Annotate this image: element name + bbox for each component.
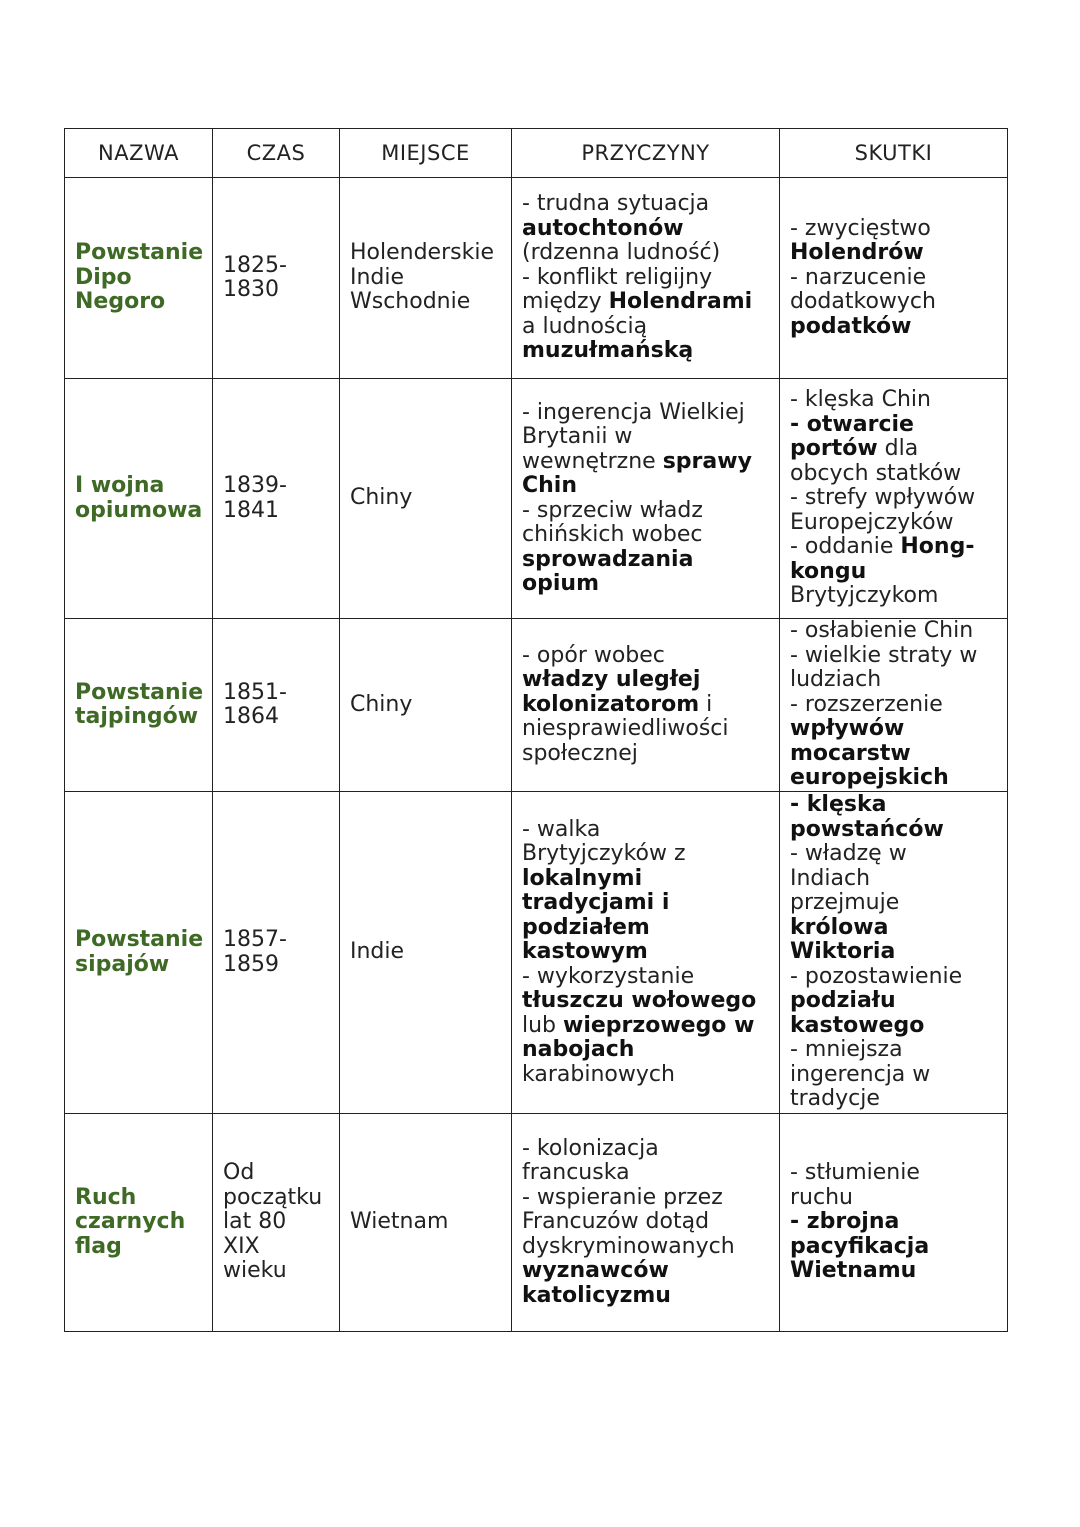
event-time-line: Od bbox=[223, 1160, 255, 1186]
event-causes-line bbox=[522, 1063, 769, 1088]
event-name-line: flag bbox=[75, 1233, 122, 1259]
plain-text: Francuzów dotąd bbox=[522, 1209, 710, 1235]
event-effects bbox=[780, 1114, 1008, 1332]
bold-text: Wiktoria bbox=[790, 939, 896, 965]
event-effects bbox=[780, 178, 1008, 379]
event-causes-line bbox=[522, 717, 769, 742]
event-effects bbox=[780, 792, 1008, 1114]
event-causes bbox=[512, 178, 780, 379]
plain-text: - konflikt religijny bbox=[522, 264, 713, 290]
event-name bbox=[65, 178, 213, 379]
event-effects-line bbox=[790, 1087, 997, 1112]
event-effects bbox=[780, 379, 1008, 619]
event-effects-line bbox=[790, 486, 997, 511]
plain-text: - władzę w bbox=[790, 841, 907, 867]
plain-text: - wspieranie przez bbox=[522, 1184, 723, 1210]
event-causes-line bbox=[522, 668, 769, 693]
event-time-line: początku bbox=[223, 1184, 323, 1210]
plain-text: i bbox=[699, 691, 713, 717]
event-effects-line bbox=[790, 1161, 997, 1186]
event-causes-line bbox=[522, 548, 769, 573]
event-time-line: wieku bbox=[223, 1258, 287, 1284]
event-effects-line bbox=[790, 437, 997, 462]
bold-text: Wietnamu bbox=[790, 1258, 917, 1284]
plain-text: chińskich wobec bbox=[522, 522, 703, 547]
event-effects-line bbox=[790, 965, 997, 990]
plain-text: przejmuje bbox=[790, 890, 900, 916]
event-causes-line bbox=[522, 891, 769, 916]
plain-text: - trudna sytuacja bbox=[522, 191, 710, 217]
event-causes-line bbox=[522, 192, 769, 217]
event-effects-line bbox=[790, 1259, 997, 1284]
plain-text: - zwycięstwo bbox=[790, 215, 931, 241]
event-name-line: I wojna bbox=[75, 473, 165, 498]
bold-text: - zbrojna bbox=[790, 1209, 900, 1235]
event-effects-line bbox=[790, 766, 997, 791]
event-effects-line bbox=[790, 462, 997, 487]
event-effects-line bbox=[790, 916, 997, 941]
event-place bbox=[340, 1114, 512, 1332]
bold-text: władzy uległej bbox=[522, 667, 701, 693]
plain-text: - walka bbox=[522, 816, 601, 842]
event-place bbox=[340, 792, 512, 1114]
plain-text: dodatkowych bbox=[790, 289, 936, 315]
bold-text: Holendrami bbox=[608, 289, 753, 315]
event-effects-line bbox=[790, 584, 997, 609]
uprisings-table bbox=[64, 128, 1008, 1332]
plain-text: społecznej bbox=[522, 740, 638, 766]
event-causes-line bbox=[522, 1014, 769, 1039]
bold-text: wyznawców bbox=[522, 1258, 669, 1284]
event-causes-line bbox=[522, 1284, 769, 1309]
event-effects-line bbox=[790, 1014, 997, 1039]
header-effects: SKUTKI bbox=[780, 129, 1008, 178]
bold-text: Chin bbox=[522, 473, 578, 498]
event-place-line: Wschodnie bbox=[350, 289, 471, 315]
plain-text: francuska bbox=[522, 1160, 630, 1186]
event-causes-line bbox=[522, 940, 769, 965]
event-causes-line bbox=[522, 916, 769, 941]
plain-text: tradycje bbox=[790, 1086, 880, 1112]
event-effects-line bbox=[790, 842, 997, 867]
event-causes-line bbox=[522, 989, 769, 1014]
plain-text: lub bbox=[522, 1012, 564, 1038]
event-name bbox=[65, 792, 213, 1114]
plain-text: Brytyjczykom bbox=[790, 583, 939, 609]
plain-text: obcych statków bbox=[790, 460, 962, 486]
bold-text: Hong- bbox=[900, 534, 975, 560]
event-causes-line bbox=[522, 401, 769, 426]
bold-text: Holendrów bbox=[790, 240, 924, 266]
event-causes-line bbox=[522, 1210, 769, 1235]
event-time-line: 1825- bbox=[223, 252, 287, 278]
bold-text: kastowego bbox=[790, 1012, 925, 1038]
bold-text: - otwarcie bbox=[790, 411, 914, 437]
event-time bbox=[213, 1114, 340, 1332]
event-causes bbox=[512, 619, 780, 792]
header-causes: PRZYCZYNY bbox=[512, 129, 780, 178]
event-name-line: tajpingów bbox=[75, 704, 199, 729]
bold-text: lokalnymi bbox=[522, 865, 643, 891]
header-name: NAZWA bbox=[65, 129, 213, 178]
plain-text: - narzucenie bbox=[790, 264, 927, 290]
event-name bbox=[65, 1114, 213, 1332]
event-causes-line bbox=[522, 1235, 769, 1260]
event-time bbox=[213, 379, 340, 619]
event-causes-line bbox=[522, 315, 769, 340]
event-time bbox=[213, 619, 340, 792]
event-name bbox=[65, 379, 213, 619]
event-effects-line bbox=[790, 668, 997, 693]
event-causes-line bbox=[522, 523, 769, 548]
bold-text: wpływów bbox=[790, 716, 905, 742]
event-place-line: Chiny bbox=[350, 691, 413, 717]
plain-text: Indiach bbox=[790, 865, 871, 891]
event-causes-line bbox=[522, 742, 769, 767]
plain-text: (rdzenna ludność) bbox=[522, 240, 721, 266]
plain-text: wewnętrzne bbox=[522, 448, 663, 474]
event-effects-line bbox=[790, 315, 997, 340]
table-row bbox=[65, 178, 1008, 379]
event-causes-line bbox=[522, 474, 769, 499]
header-place: MIEJSCE bbox=[340, 129, 512, 178]
bold-text: - klęska bbox=[790, 792, 887, 818]
plain-text: - rozszerzenie bbox=[790, 691, 943, 717]
bold-text: królowa bbox=[790, 914, 889, 940]
bold-text: mocarstw bbox=[790, 740, 911, 766]
event-causes-line bbox=[522, 450, 769, 475]
event-time-line: 1859 bbox=[223, 951, 279, 977]
event-place-line: Indie bbox=[350, 264, 405, 290]
bold-text: opium bbox=[522, 571, 599, 596]
event-causes-line bbox=[522, 425, 769, 450]
event-causes-line bbox=[522, 339, 769, 364]
event-causes-line bbox=[522, 266, 769, 291]
event-effects-line bbox=[790, 217, 997, 242]
event-name-line: Ruch bbox=[75, 1184, 137, 1210]
event-effects-line bbox=[790, 989, 997, 1014]
bold-text: autochtonów bbox=[522, 215, 684, 241]
event-name-line: sipajów bbox=[75, 951, 170, 977]
event-place bbox=[340, 379, 512, 619]
event-causes bbox=[512, 379, 780, 619]
plain-text: - strefy wpływów bbox=[790, 485, 976, 511]
bold-text: tradycjami i bbox=[522, 890, 670, 916]
event-time-line: 1857- bbox=[223, 927, 287, 952]
plain-text: ludziach bbox=[790, 667, 882, 693]
plain-text: karabinowych bbox=[522, 1061, 675, 1087]
event-effects-line bbox=[790, 867, 997, 892]
plain-text: - pozostawienie bbox=[790, 963, 963, 989]
event-name-line: Negoro bbox=[75, 289, 166, 315]
event-time-line: lat 80 bbox=[223, 1209, 287, 1235]
event-effects-line bbox=[790, 266, 997, 291]
plain-text: - wielkie straty w bbox=[790, 642, 978, 668]
event-effects bbox=[780, 619, 1008, 792]
event-effects-line bbox=[790, 511, 997, 536]
event-time-line: 1864 bbox=[223, 704, 279, 729]
event-effects-line bbox=[790, 1063, 997, 1088]
event-causes bbox=[512, 1114, 780, 1332]
event-effects-line bbox=[790, 742, 997, 767]
event-effects-line bbox=[790, 1186, 997, 1211]
bold-text: pacyfikacja bbox=[790, 1233, 930, 1259]
bold-text: wieprzowego w bbox=[563, 1012, 755, 1038]
header-row bbox=[65, 129, 1008, 178]
plain-text: Europejczyków bbox=[790, 509, 954, 535]
bold-text: kongu bbox=[790, 558, 867, 584]
event-causes-line bbox=[522, 818, 769, 843]
event-time bbox=[213, 792, 340, 1114]
event-name-line: Powstanie bbox=[75, 679, 204, 705]
event-place-line: Holenderskie bbox=[350, 240, 494, 266]
event-effects-line bbox=[790, 940, 997, 965]
event-effects-line bbox=[790, 1210, 997, 1235]
bold-text: sprowadzania bbox=[522, 546, 694, 572]
plain-text: - oddanie bbox=[790, 534, 901, 560]
table-row bbox=[65, 619, 1008, 792]
plain-text: ingerencja w bbox=[790, 1061, 931, 1087]
event-effects-line bbox=[790, 388, 997, 413]
plain-text: dla bbox=[877, 436, 919, 462]
plain-text: między bbox=[522, 289, 609, 315]
bold-text: podziałem bbox=[522, 914, 650, 940]
event-effects-line bbox=[790, 693, 997, 718]
bold-text: muzułmańską bbox=[522, 338, 694, 364]
event-effects-line bbox=[790, 560, 997, 585]
event-effects-line bbox=[790, 644, 997, 669]
event-place-line: Wietnam bbox=[350, 1209, 449, 1235]
event-causes-line bbox=[522, 217, 769, 242]
header-time: CZAS bbox=[213, 129, 340, 178]
event-time-line: 1839- bbox=[223, 473, 287, 498]
table-row bbox=[65, 379, 1008, 619]
plain-text: - kolonizacja bbox=[522, 1135, 659, 1161]
event-time-line: XIX bbox=[223, 1233, 260, 1259]
event-effects-line bbox=[790, 891, 997, 916]
event-causes-line bbox=[522, 241, 769, 266]
event-causes bbox=[512, 792, 780, 1114]
plain-text: - wykorzystanie bbox=[522, 963, 695, 989]
table-row bbox=[65, 792, 1008, 1114]
plain-text: - stłumienie bbox=[790, 1160, 920, 1186]
event-time bbox=[213, 178, 340, 379]
event-name-line: opiumowa bbox=[75, 497, 203, 523]
bold-text: europejskich bbox=[790, 765, 949, 791]
bold-text: tłuszczu wołowego bbox=[522, 988, 757, 1014]
event-effects-line bbox=[790, 413, 997, 438]
plain-text: - klęska Chin bbox=[790, 387, 931, 413]
bold-text: katolicyzmu bbox=[522, 1282, 671, 1308]
event-causes-line bbox=[522, 644, 769, 669]
event-place bbox=[340, 619, 512, 792]
event-name-line: Powstanie bbox=[75, 927, 204, 952]
plain-text: ruchu bbox=[790, 1184, 853, 1210]
event-time-line: 1851- bbox=[223, 679, 287, 705]
plain-text: - osłabienie Chin bbox=[790, 618, 974, 644]
event-causes-line bbox=[522, 1259, 769, 1284]
bold-text: kastowym bbox=[522, 939, 648, 965]
event-name bbox=[65, 619, 213, 792]
event-place bbox=[340, 178, 512, 379]
event-causes-line bbox=[522, 842, 769, 867]
event-name-line: Powstanie bbox=[75, 240, 204, 266]
event-effects-line bbox=[790, 793, 997, 818]
event-place-line: Indie bbox=[350, 939, 405, 965]
event-effects-line bbox=[790, 818, 997, 843]
event-time-line: 1841 bbox=[223, 497, 279, 523]
event-place-line: Chiny bbox=[350, 485, 413, 511]
plain-text: - sprzeciw władz bbox=[522, 497, 703, 523]
event-causes-line bbox=[522, 1186, 769, 1211]
bold-text: podatków bbox=[790, 313, 912, 339]
event-effects-line bbox=[790, 241, 997, 266]
plain-text: - mniejsza bbox=[790, 1037, 903, 1063]
plain-text: - opór wobec bbox=[522, 642, 665, 668]
event-causes-line bbox=[522, 499, 769, 524]
event-causes-line bbox=[522, 1038, 769, 1063]
event-time-line: 1830 bbox=[223, 277, 279, 302]
table-row bbox=[65, 1114, 1008, 1332]
event-causes-line bbox=[522, 1137, 769, 1162]
plain-text: - ingerencja Wielkiej bbox=[522, 399, 745, 425]
plain-text: dyskryminowanych bbox=[522, 1233, 735, 1259]
bold-text: kolonizatorom bbox=[522, 691, 700, 717]
event-effects-line bbox=[790, 717, 997, 742]
plain-text: Brytanii w bbox=[522, 424, 633, 449]
event-name-line: Dipo bbox=[75, 264, 132, 290]
event-causes-line bbox=[522, 965, 769, 990]
event-effects-line bbox=[790, 1038, 997, 1063]
plain-text: Brytyjczyków z bbox=[522, 841, 686, 867]
bold-text: nabojach bbox=[522, 1037, 635, 1063]
event-causes-line bbox=[522, 867, 769, 892]
bold-text: portów bbox=[790, 436, 878, 462]
event-causes-line bbox=[522, 693, 769, 718]
plain-text: a ludnością bbox=[522, 313, 648, 339]
bold-text: powstańców bbox=[790, 816, 944, 842]
plain-text: niesprawiedliwości bbox=[522, 716, 729, 742]
event-effects-line bbox=[790, 1235, 997, 1260]
event-name-line: czarnych bbox=[75, 1209, 186, 1235]
event-causes-line bbox=[522, 572, 769, 597]
event-effects-line bbox=[790, 535, 997, 560]
bold-text: sprawy bbox=[662, 448, 752, 474]
bold-text: podziału bbox=[790, 988, 896, 1014]
event-effects-line bbox=[790, 290, 997, 315]
event-causes-line bbox=[522, 1161, 769, 1186]
event-causes-line bbox=[522, 290, 769, 315]
event-effects-line bbox=[790, 619, 997, 644]
